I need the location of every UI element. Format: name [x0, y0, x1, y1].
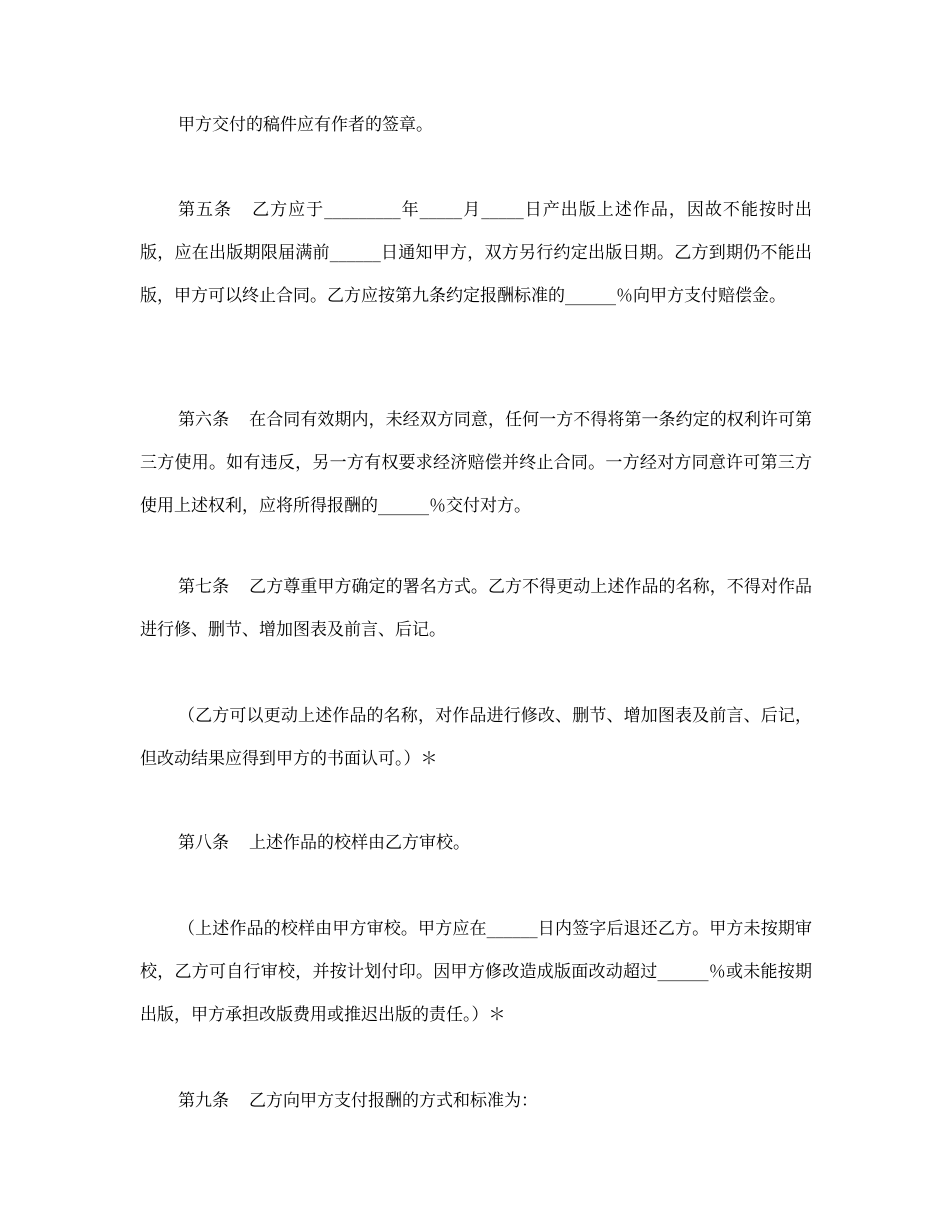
- article-text: 乙方尊重甲方确定的署名方式。乙方不得更动上述作品的名称，不得对作品进行修、删节、增加图表及前言、后记。: [140, 577, 812, 640]
- article-text: 乙方向甲方支付报酬的方式和标准为：: [249, 1091, 538, 1111]
- paragraph-text: （上述作品的校样由甲方审校。甲方应在______日内签字后退还乙方。甲方未按期审校，乙方可自行审校，并按计划付印。因甲方修改造成版面改动超过______％或未能按期出版，甲方承担改版费用或推迟出版的责任。）＊: [140, 919, 812, 1025]
- article-6: [140, 399, 812, 528]
- article-text: 乙方应于_________年_____月_____日产出版上述作品，因故不能按时出版，应在出版期限届满前______日通知甲方，双方另行约定出版日期。乙方到期仍不能出版，甲方可以终止合同。乙方应按第九条约定报酬标准的______％向甲方支付赔偿金。: [140, 200, 813, 306]
- article-heading: 第八条: [178, 833, 229, 853]
- paragraph-signature: [140, 104, 812, 147]
- paragraph-text: （乙方可以更动上述作品的名称，对作品进行修改、删节、增加图表及前言、后记，但改动结果应得到甲方的书面认可。）＊: [140, 706, 812, 769]
- article-text: 上述作品的校样由乙方审校。: [249, 833, 470, 853]
- article-5: [140, 189, 812, 318]
- article-heading: 第七条: [178, 577, 230, 597]
- article-heading: 第九条: [178, 1091, 229, 1111]
- paragraph-text: 甲方交付的稿件应有作者的签章。: [178, 115, 433, 135]
- article-9: [140, 1080, 812, 1123]
- article-heading: 第五条: [178, 200, 233, 220]
- article-heading: 第六条: [178, 410, 230, 430]
- article-8: [140, 822, 812, 865]
- article-text: 在合同有效期内，未经双方同意，任何一方不得将第一条约定的权利许可第三方使用。如有违反，另一方有权要求经济赔偿并终止合同。一方经对方同意许可第三方使用上述权利，应将所得报酬的______％交付对方。: [140, 410, 812, 516]
- article-8-alternative: [140, 908, 812, 1037]
- article-7: [140, 566, 812, 652]
- article-7-alternative: [140, 695, 812, 781]
